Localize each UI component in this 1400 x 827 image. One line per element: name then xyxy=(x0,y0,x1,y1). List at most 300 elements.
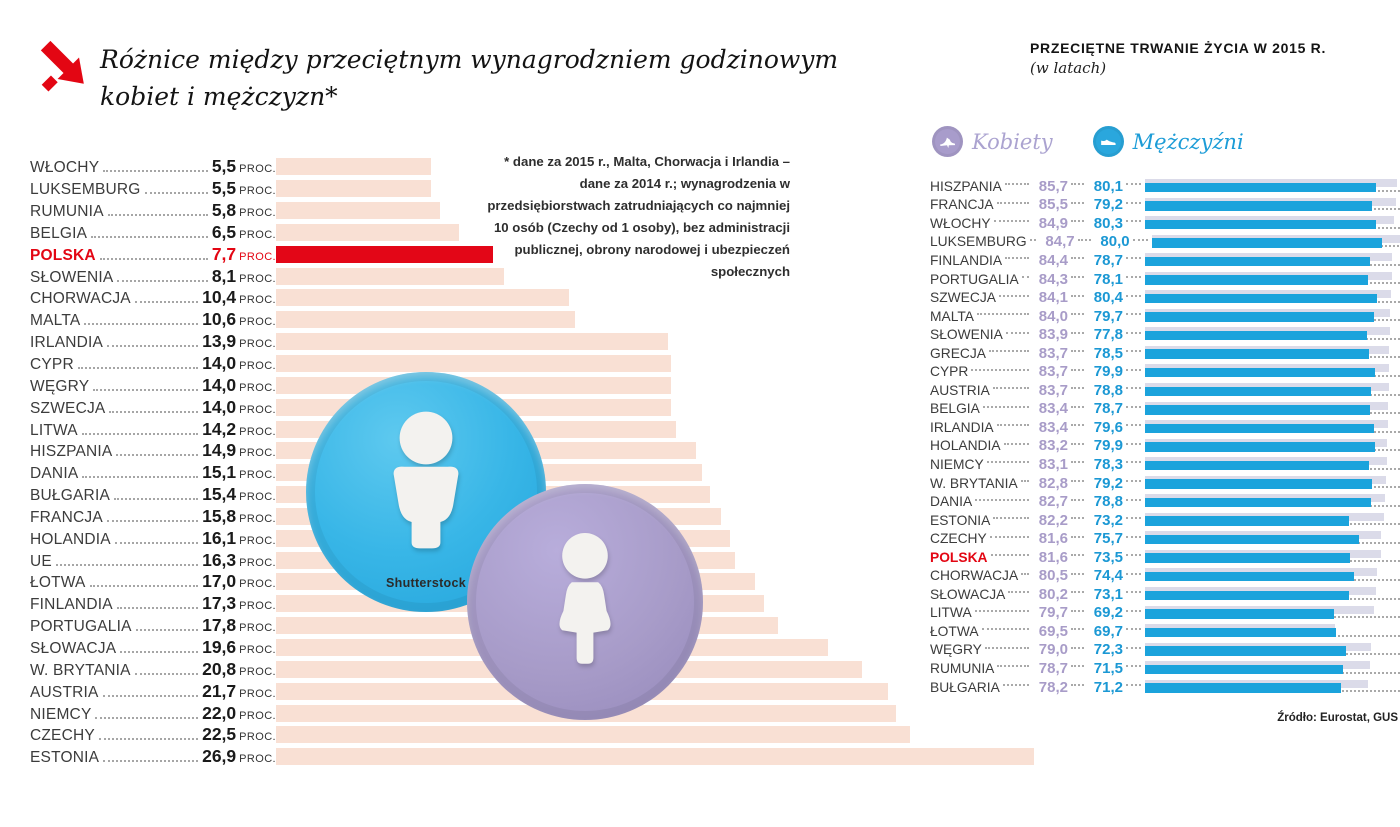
men-bar xyxy=(1145,461,1369,471)
men-bar xyxy=(1145,535,1359,545)
dot-leader xyxy=(1071,257,1084,259)
value-label: 14,0 xyxy=(202,396,237,417)
country-label: W. BRYTANIA xyxy=(930,475,1018,491)
women-value: 84,9 xyxy=(1038,214,1068,232)
value-label: 19,6 xyxy=(202,636,237,657)
dot-leader xyxy=(117,607,198,609)
country-label: FRANCJA xyxy=(930,197,994,213)
country-label: FINLANDIA xyxy=(30,596,113,614)
women-value: 79,7 xyxy=(1038,604,1068,622)
dot-leader xyxy=(1071,684,1084,686)
unit-label: PROC. xyxy=(239,556,276,569)
value-label: 15,1 xyxy=(202,462,237,483)
dot-leader xyxy=(1126,647,1141,649)
legend-label-men: Mężczyźni xyxy=(1132,129,1244,154)
dot-leader xyxy=(1126,424,1141,426)
unit-label: PROC. xyxy=(239,316,276,329)
men-bar xyxy=(1145,349,1369,359)
value-label: 14,0 xyxy=(202,374,237,395)
men-bar xyxy=(1145,516,1349,526)
dot-leader xyxy=(99,738,198,740)
men-value: 75,7 xyxy=(1093,530,1123,548)
men-value: 80,4 xyxy=(1093,289,1123,307)
bar-group xyxy=(1145,196,1400,215)
men-bar xyxy=(1145,201,1372,211)
bar-group xyxy=(1145,307,1400,326)
dot-leader xyxy=(107,520,198,522)
unit-label: PROC. xyxy=(239,687,276,700)
bar-group xyxy=(1145,474,1400,493)
bar-group xyxy=(1145,437,1400,456)
dot-leader xyxy=(1126,573,1141,575)
country-label: NIEMCY xyxy=(930,456,984,472)
dot-leader xyxy=(109,411,198,413)
dot-leader xyxy=(1126,257,1141,259)
row-label-group xyxy=(30,528,276,549)
country-label: LITWA xyxy=(930,605,972,621)
country-label: LITWA xyxy=(30,421,78,439)
wage-gap-row xyxy=(30,331,1042,353)
country-label: SZWECJA xyxy=(930,290,996,306)
dot-leader xyxy=(107,345,198,347)
country-label: ESTONIA xyxy=(30,749,100,767)
value-label: 26,9 xyxy=(202,746,237,767)
dot-leader xyxy=(1126,684,1141,686)
unit-label: PROC. xyxy=(239,207,276,220)
country-label: AUSTRIA xyxy=(30,683,99,701)
row-label-group xyxy=(30,637,276,658)
country-label: POLSKA xyxy=(930,549,988,565)
value-label: 5,5 xyxy=(211,178,237,199)
dot-leader xyxy=(1126,443,1141,445)
bar-group xyxy=(1145,529,1400,548)
wage-gap-row xyxy=(30,374,1042,396)
wage-gap-row xyxy=(30,243,1042,265)
dot-leader xyxy=(1071,202,1084,204)
dot-leader xyxy=(82,476,198,478)
men-value: 80,3 xyxy=(1093,214,1123,232)
row-label-group xyxy=(30,419,276,440)
men-value: 72,3 xyxy=(1093,641,1123,659)
value-label: 14,9 xyxy=(202,440,237,461)
dot-leader xyxy=(95,717,198,719)
men-bar xyxy=(1145,479,1372,489)
men-bar xyxy=(1145,591,1349,601)
country-label: DANIA xyxy=(930,494,973,510)
page-title: Różnice między przeciętnym wynagrodzniem godzinowym kobiet i mężczyzn* xyxy=(100,44,839,111)
right-chart-title: PRZECIĘTNE TRWANIE ŻYCIA W 2015 R. xyxy=(1030,40,1327,56)
dot-leader xyxy=(116,454,198,456)
bar-group xyxy=(1145,418,1400,437)
men-value: 78,1 xyxy=(1093,270,1123,288)
dot-leader xyxy=(103,170,208,172)
men-bar xyxy=(1145,424,1374,434)
unit-label: PROC. xyxy=(239,447,276,460)
dot-leader xyxy=(1071,183,1084,185)
men-value: 78,5 xyxy=(1093,344,1123,362)
country-label: HOLANDIA xyxy=(30,530,111,548)
high-heel-shoe-icon xyxy=(932,126,963,157)
country-label: WŁOCHY xyxy=(30,159,100,177)
watermark-text: Shutterstock xyxy=(385,576,467,590)
bar-group xyxy=(1145,678,1400,697)
bar-group xyxy=(1145,251,1400,270)
row-label-group xyxy=(30,440,276,461)
men-value: 79,6 xyxy=(1093,418,1123,436)
men-value: 74,4 xyxy=(1093,567,1123,585)
dot-leader xyxy=(1071,591,1084,593)
dot-leader xyxy=(1071,536,1084,538)
value-label: 13,9 xyxy=(202,331,237,352)
men-bar xyxy=(1145,665,1343,675)
down-right-arrow-icon xyxy=(40,34,94,100)
women-value: 81,6 xyxy=(1038,548,1068,566)
unit-label: PROC. xyxy=(239,228,276,241)
legend xyxy=(932,126,1244,157)
country-label: PORTUGALIA xyxy=(930,271,1019,287)
men-bar xyxy=(1145,553,1350,563)
unit-label: PROC. xyxy=(239,469,276,482)
dot-leader xyxy=(1126,220,1141,222)
row-label-group xyxy=(30,506,276,527)
dot-leader xyxy=(1126,610,1141,612)
woman-silhouette-badge xyxy=(467,484,703,720)
value-label: 17,3 xyxy=(202,593,237,614)
men-bar xyxy=(1145,312,1374,322)
women-value: 85,7 xyxy=(1038,177,1068,195)
dot-leader xyxy=(1071,313,1084,315)
women-value: 82,8 xyxy=(1038,474,1068,492)
bar xyxy=(276,748,1034,765)
country-label: WĘGRY xyxy=(930,642,982,658)
dot-leader xyxy=(1126,387,1141,389)
men-value: 79,2 xyxy=(1093,196,1123,214)
women-value: 85,5 xyxy=(1038,196,1068,214)
legend-label-women: Kobiety xyxy=(972,129,1053,154)
dot-leader xyxy=(1126,499,1141,501)
women-value: 84,0 xyxy=(1038,307,1068,325)
bar-group xyxy=(1145,548,1400,567)
legend-item-men xyxy=(1093,126,1244,157)
country-label: RUMUNIA xyxy=(30,203,104,221)
row-label-group xyxy=(30,353,276,374)
unit-label: PROC. xyxy=(239,709,276,722)
men-bar xyxy=(1145,183,1376,193)
country-label: WĘGRY xyxy=(30,377,90,395)
bar xyxy=(276,355,671,372)
country-label: MALTA xyxy=(930,308,974,324)
dot-leader xyxy=(1071,276,1084,278)
row-label-group xyxy=(30,397,276,418)
unit-label: PROC. xyxy=(239,272,276,285)
country-label: MALTA xyxy=(30,312,81,330)
dot-leader xyxy=(1071,628,1084,630)
men-bar xyxy=(1145,442,1375,452)
unit-label: PROC. xyxy=(239,360,276,373)
bar-group xyxy=(1145,585,1400,604)
country-label: BELGIA xyxy=(30,224,88,242)
men-value: 80,1 xyxy=(1093,177,1123,195)
wage-gap-row xyxy=(30,309,1042,331)
unit-label: PROC. xyxy=(239,534,276,547)
unit-label: PROC. xyxy=(239,622,276,635)
women-value: 84,3 xyxy=(1038,270,1068,288)
country-label: FRANCJA xyxy=(30,508,103,526)
wage-gap-row xyxy=(30,396,1042,418)
wage-gap-row xyxy=(30,178,1042,200)
unit-label: PROC. xyxy=(239,425,276,438)
women-value: 81,6 xyxy=(1038,530,1068,548)
country-label: CHORWACJA xyxy=(930,568,1019,584)
unit-label: PROC. xyxy=(239,185,276,198)
unit-label: PROC. xyxy=(239,600,276,613)
men-value: 80,0 xyxy=(1100,233,1130,251)
dot-leader xyxy=(108,214,208,216)
row-label-group xyxy=(30,222,276,243)
men-bar xyxy=(1145,294,1377,304)
unit-label: PROC. xyxy=(239,163,276,176)
country-label: CHORWACJA xyxy=(30,290,131,308)
value-label: 14,2 xyxy=(202,418,237,439)
dot-leader xyxy=(1126,554,1141,556)
row-label-group xyxy=(30,156,276,177)
country-label: SŁOWENIA xyxy=(930,327,1003,343)
dot-leader xyxy=(1071,332,1084,334)
dot-leader xyxy=(1126,628,1141,630)
women-value: 84,4 xyxy=(1038,251,1068,269)
country-label: UE xyxy=(30,552,52,570)
dot-leader xyxy=(1071,573,1084,575)
value-label: 7,7 xyxy=(211,243,237,264)
women-value: 78,2 xyxy=(1038,678,1068,696)
men-value: 69,7 xyxy=(1093,622,1123,640)
value-label: 16,1 xyxy=(202,527,237,548)
country-label: HOLANDIA xyxy=(930,438,1001,454)
mens-shoe-icon xyxy=(1093,126,1124,157)
wage-gap-row xyxy=(30,265,1042,287)
dot-leader xyxy=(1126,406,1141,408)
wage-gap-row xyxy=(30,200,1042,222)
bar xyxy=(276,224,459,241)
row-label-group xyxy=(30,593,276,614)
men-value: 79,9 xyxy=(1093,363,1123,381)
wage-gap-row xyxy=(30,156,1042,178)
women-value: 83,2 xyxy=(1038,437,1068,455)
unit-label: PROC. xyxy=(239,512,276,525)
dot-leader xyxy=(1126,369,1141,371)
women-value: 83,7 xyxy=(1038,363,1068,381)
country-label: SŁOWENIA xyxy=(30,268,114,286)
women-value: 83,1 xyxy=(1038,455,1068,473)
dot-leader xyxy=(114,498,198,500)
dot-leader xyxy=(1126,202,1141,204)
unit-label: PROC. xyxy=(239,491,276,504)
dot-leader xyxy=(1126,461,1141,463)
dot-leader xyxy=(135,301,198,303)
country-label: PORTUGALIA xyxy=(30,618,132,636)
country-label: IRLANDIA xyxy=(30,334,104,352)
row-label-group xyxy=(30,309,276,330)
bar-group xyxy=(1145,214,1400,233)
bar xyxy=(276,180,431,197)
country-label: BELGIA xyxy=(930,401,980,417)
row-label-group xyxy=(30,746,276,767)
country-label: BUŁGARIA xyxy=(930,679,1000,695)
wage-gap-row xyxy=(30,746,1042,768)
value-label: 6,5 xyxy=(211,221,237,242)
bar xyxy=(276,311,575,328)
dot-leader xyxy=(90,585,199,587)
country-label: CYPR xyxy=(30,356,74,374)
bar xyxy=(276,268,504,285)
men-value: 78,7 xyxy=(1093,400,1123,418)
bar-group xyxy=(1145,288,1400,307)
women-value: 69,5 xyxy=(1038,622,1068,640)
dot-leader xyxy=(1071,610,1084,612)
women-value: 79,0 xyxy=(1038,641,1068,659)
dot-leader xyxy=(1071,554,1084,556)
country-label: LUKSEMBURG xyxy=(930,234,1027,250)
value-label: 10,6 xyxy=(202,309,237,330)
men-value: 78,8 xyxy=(1093,493,1123,511)
wage-gap-row xyxy=(30,287,1042,309)
unit-label: PROC. xyxy=(239,753,276,766)
dot-leader xyxy=(1071,480,1084,482)
dot-leader xyxy=(78,367,198,369)
dot-leader xyxy=(1071,665,1084,667)
row-label-group xyxy=(30,200,276,221)
dot-leader xyxy=(1126,332,1141,334)
bar-group xyxy=(1145,455,1400,474)
men-bar xyxy=(1145,646,1346,656)
source-credit: Źródło: Eurostat, GUS xyxy=(1277,712,1398,724)
bar-group xyxy=(1152,233,1400,252)
value-label: 17,0 xyxy=(202,571,237,592)
dot-leader xyxy=(103,695,199,697)
men-value: 78,7 xyxy=(1093,251,1123,269)
value-label: 5,8 xyxy=(211,200,237,221)
wage-gap-row xyxy=(30,353,1042,375)
dot-leader xyxy=(1071,369,1084,371)
dot-leader xyxy=(145,192,208,194)
women-value: 82,2 xyxy=(1038,511,1068,529)
dot-leader xyxy=(117,280,207,282)
bar-group xyxy=(1145,622,1400,641)
dot-leader xyxy=(1126,517,1141,519)
dot-leader xyxy=(82,433,198,435)
row-label-group xyxy=(30,550,276,571)
unit-label: PROC. xyxy=(239,403,276,416)
bar-group xyxy=(1145,566,1400,585)
dot-leader xyxy=(1126,536,1141,538)
men-value: 79,9 xyxy=(1093,437,1123,455)
bar-group xyxy=(1145,344,1400,363)
row-label-group xyxy=(30,331,276,352)
unit-label: PROC. xyxy=(239,381,276,394)
unit-label: PROC. xyxy=(239,250,276,263)
dot-leader xyxy=(1071,406,1084,408)
dot-leader xyxy=(56,564,198,566)
value-label: 15,8 xyxy=(202,505,237,526)
country-label: NIEMCY xyxy=(30,705,92,723)
dot-leader xyxy=(1133,239,1148,241)
row-label-group xyxy=(30,571,276,592)
country-label: SŁOWACJA xyxy=(930,586,1006,602)
men-value: 71,2 xyxy=(1093,678,1123,696)
country-label: LUKSEMBURG xyxy=(30,181,141,199)
row-label-group xyxy=(30,681,276,702)
dot-leader xyxy=(1126,295,1141,297)
country-label: SŁOWACJA xyxy=(30,639,117,657)
value-label: 14,0 xyxy=(202,353,237,374)
value-label: 22,5 xyxy=(202,724,237,745)
men-value: 71,5 xyxy=(1093,659,1123,677)
men-value: 77,8 xyxy=(1093,326,1123,344)
dot-leader xyxy=(1126,350,1141,352)
dot-leader xyxy=(1126,480,1141,482)
country-label: HISZPANIA xyxy=(30,443,113,461)
dot-leader xyxy=(84,323,198,325)
woman-silhouette-icon xyxy=(525,527,645,677)
dot-leader xyxy=(1126,276,1141,278)
dot-leader xyxy=(1126,591,1141,593)
dot-leader xyxy=(1071,350,1084,352)
legend-item-women xyxy=(932,126,1053,157)
dot-leader xyxy=(135,673,198,675)
dot-leader xyxy=(1126,665,1141,667)
dot-leader xyxy=(1071,295,1084,297)
dot-leader xyxy=(1071,220,1084,222)
dot-leader xyxy=(1071,647,1084,649)
women-value: 83,7 xyxy=(1038,381,1068,399)
country-label: CZECHY xyxy=(930,531,987,547)
footnote: * dane za 2015 r., Malta, Chorwacja i Irlandia – dane za 2014 r.; wynagrodzenia w przedsiębiorstwach zatrudniających co najmniej 10 osób (Czechy od 1 osoby), bez administracji publicznej, obrony narodowej i ubezpieczeń społecznych xyxy=(487,154,790,279)
row-label-group xyxy=(30,484,276,505)
women-value: 82,7 xyxy=(1038,493,1068,511)
wage-gap-row xyxy=(30,222,1042,244)
value-label: 8,1 xyxy=(211,265,237,286)
country-label: WŁOCHY xyxy=(930,215,991,231)
wage-gap-row xyxy=(30,724,1042,746)
bar xyxy=(276,333,668,350)
dot-leader xyxy=(120,651,198,653)
bar-group xyxy=(1145,511,1400,530)
country-label: GRECJA xyxy=(930,345,986,361)
row-label-group xyxy=(30,462,276,483)
country-label: BUŁGARIA xyxy=(30,487,110,505)
unit-label: PROC. xyxy=(239,665,276,678)
unit-label: PROC. xyxy=(239,294,276,307)
country-label: FINLANDIA xyxy=(930,252,1003,268)
right-chart-subtitle: (w latach) xyxy=(1030,59,1107,77)
men-value: 78,8 xyxy=(1093,381,1123,399)
women-value: 80,5 xyxy=(1038,567,1068,585)
women-value: 80,2 xyxy=(1038,585,1068,603)
dot-leader xyxy=(1126,313,1141,315)
men-value: 73,1 xyxy=(1093,585,1123,603)
men-bar xyxy=(1145,331,1367,341)
bar xyxy=(276,726,910,743)
wage-gap-row xyxy=(30,418,1042,440)
dot-leader xyxy=(136,629,198,631)
men-value: 73,2 xyxy=(1093,511,1123,529)
man-silhouette-icon xyxy=(366,408,486,558)
country-label: W. BRYTANIA xyxy=(30,661,131,679)
value-label: 17,8 xyxy=(202,615,237,636)
men-value: 78,3 xyxy=(1093,455,1123,473)
value-label: 22,0 xyxy=(202,702,237,723)
men-bar xyxy=(1145,498,1371,508)
